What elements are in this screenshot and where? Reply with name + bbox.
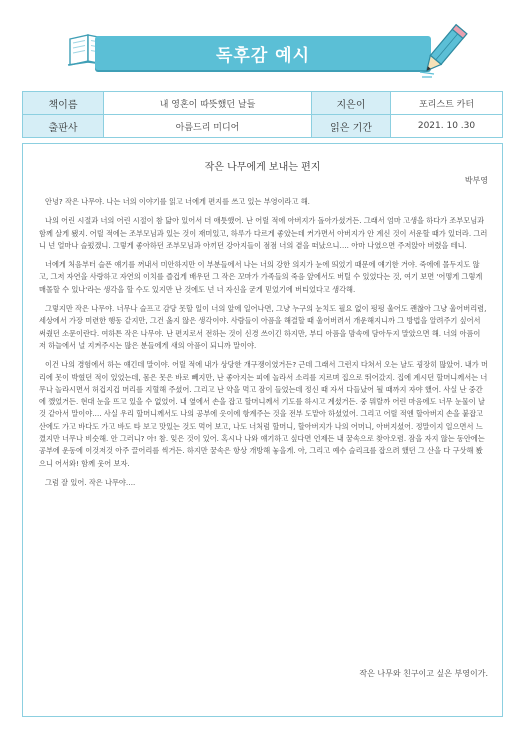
paragraph: 안녕? 작은 나무야. 나는 너의 이야기를 읽고 너에게 편지를 쓰고 있는 부영이라고 해. <box>45 197 310 206</box>
paragraph: 그렇지만 작은 나무야. 너무나 슬프고 감당 못할 일이 너의 앞에 일어나면, 그냥 누구의 눈치도 필요 없이 펑펑 울어도 괜찮아 그냥 울어버리렴, 세상에서 가장 미련한 행동 같지만, 그건 옳지 않은 생각이야. 사람들이 아픔을 해결할 때 울어버려서 개운해지니까 그 방법을 알려주기 싶어서 써줬던 소문이란다. 여하튼 작은 나무야. 난 편지로서 전하는 것이 신경 쓰이긴 하지만, 부디 아픔을 맘속에 담아두지 말았으면 해. 너의 아픔이 저 하늘에서 널 지켜주시는 많은 분들에게 새의 아픔이 되니까 말이야. <box>39 304 487 350</box>
author-label: 지은이 <box>312 92 391 115</box>
author-value: 포리스트 카터 <box>391 92 503 115</box>
book-info-table <box>22 91 503 138</box>
letter-body <box>39 196 488 496</box>
read-period-label: 읽은 기간 <box>312 115 391 138</box>
letter-title: 작은 나무에게 보내는 편지 <box>204 162 321 173</box>
book-title-label: 책이름 <box>23 92 104 115</box>
paragraph: 그럼 잘 있어. 작은 나무야…. <box>45 477 136 487</box>
letter-author: 박부영 <box>464 176 488 185</box>
book-title-value: 내 영혼이 따뜻했던 날들 <box>104 92 312 115</box>
paragraph: 이건 나의 경험에서 하는 얘긴데 말이야. 어릴 적에 내가 상당한 개구쟁이였거든? 근데 그래서 그런지 다쳐서 오는 날도 굉장히 많았어. 내가 머리에 못이 박혔던 적이 있었는데, 몸은 못은 바로 빼지만, 난 좋아지는 피에 놀라서 소리를 지르며 집으로 뛰어갔지. 집에 계시던 할머니께서는 너무나 놀라시면서 허겁지겁 머리를 지혈해 주셨어. 그리고 난 약을 먹고 잠이 들었는데 정신 때 자서 다들났어 될 때까지 자야 했어. 사실 난 중간에 깼었거든. 현대 눈을 뜨고 있을 수 없었어. 내 옆에서 손을 잡고 할머니께서 기도를 하시고 계셨거든. 중 뭐랄까 어린 마음에도 너무 눈물이 날 것 같아서 말이야…. 사실 우리 할머니께서도 나의 공부에 옷이에 항계주는 것을 전부 도맡아 하셨었어. 그리고 어릴 적엔 할아버지 손을 붙잡고 산에도 가고 바다도 가고 바도 타 보고 맛있는 것도 먹어 보고, 나도 너처럼 할머니, 할아버지가 나의 어머니, 아버지셨어. 정말이지 일으면서 느꼈지만 너무나 비슷해. 안 그러니? 아! 참. 잊은 것이 있어. 혹시나 나와 얘기하고 싶다면 언제든 내 꿈속으로 찾아오렴. 잠을 자지 않는 동안에는 공부에 운동에 이것저것 아주 끌어리를 씩거든. 하지만 꿈속은 항상 개방해 놓을게. 아, 그리고 예수 슬리크를 잡으려 했던 그 산을 다 구삿해 봤으니 어서와! 함께 웃어 보자. <box>39 360 488 468</box>
paragraph: 너에게 처음부터 슬픈 얘기를 꺼내서 미안하지만 이 부분들에서 나는 너의 강한 의지가 눈에 띄었기 때문에 얘기한 거야. 죽에에 몰두지도 않고, 그저 자연을 사랑하고 자연의 이치를 즐겁게 배우던 그 작은 꼬마가 가족들의 죽음 앞에서도 버틸 수 있었다는 것, 여기 보면 '어떻게 그렇게 매몰할 수 있나'라는 생각을 할 수도 있지만 난 것에도 넌 너 자신을 굳게 믿었기에 버티었다고 생각해. <box>39 260 483 294</box>
read-period-value: 2021. 10 .30 <box>391 115 503 138</box>
publisher-value: 아름드리 미디어 <box>104 115 312 138</box>
letter-box <box>22 143 503 717</box>
publisher-label: 출판사 <box>23 115 104 138</box>
pencil-icon <box>414 22 476 82</box>
page-title: 독후감 예시 <box>215 46 311 66</box>
title-banner <box>95 36 431 70</box>
letter-signature: 작은 나무와 친구이고 싶은 부영이가. <box>359 669 488 678</box>
paragraph: 나의 어린 시절과 너의 어린 시절이 참 닮아 있어서 더 애틋했어. 난 어릴 적에 아버지가 돌아가셨거든. 그래서 엄마 고생을 하다가 조부모님과 함께 살게 됐지. 어릴 적에는 조부모님과 있는 것이 재미있고, 하루가 다르게 좋았는데 커가면서 아버지가 안 계신 것이 서운할 때가 있더라. 그러니 넌 얼마나 슬펐겠니. 그렇게 좋아하던 조부모님과 아끼던 강아지들이 점점 너의 곁을 떠났으니…. 아마 나였으면 주저앉아 버렸을 테니. <box>39 216 488 250</box>
